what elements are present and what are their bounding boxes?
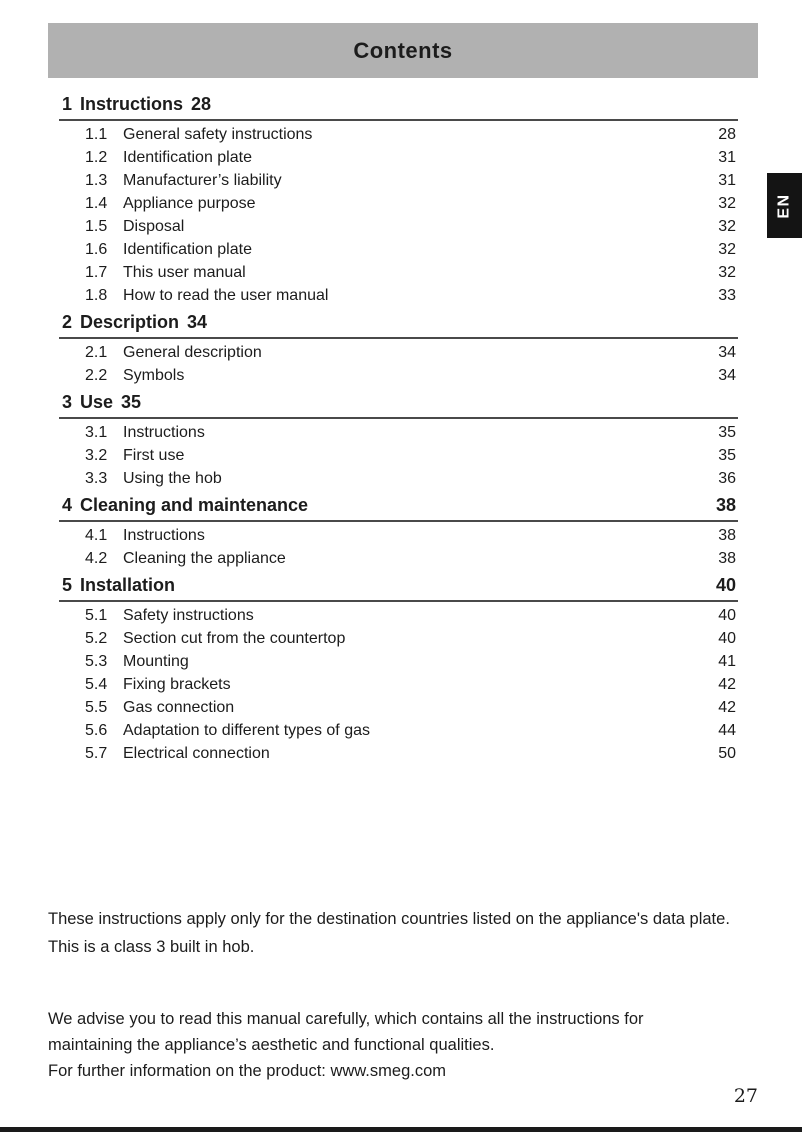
toc-entry-number: 5.3: [85, 653, 108, 670]
toc-entry: [59, 467, 738, 490]
section-page: 34: [187, 312, 208, 332]
section-title: Installation: [80, 575, 176, 595]
toc-entry-page: 35: [718, 424, 736, 441]
toc-entry: [59, 650, 738, 673]
toc-entry-page: 50: [718, 745, 736, 762]
toc-entry-number: 5.2: [85, 630, 108, 647]
toc-entry-title: Instructions: [123, 527, 205, 544]
toc-entry-page: 34: [718, 367, 736, 384]
toc-section-heading: [59, 573, 738, 598]
section-number: 5: [62, 575, 73, 595]
toc-entry-page: 42: [718, 699, 736, 716]
toc-entry-page: 38: [718, 550, 736, 567]
toc-entry-page: 33: [718, 287, 736, 304]
section-page: 38: [715, 495, 736, 515]
section-page: 35: [121, 392, 142, 412]
toc-entry-number: 1.1: [85, 126, 108, 143]
section-number: 2: [62, 312, 73, 332]
toc-entry-title: Gas connection: [123, 699, 235, 716]
toc-entry: [59, 192, 738, 215]
toc-entry-title: Section cut from the countertop: [123, 630, 346, 647]
toc-entry-title: Using the hob: [123, 470, 222, 487]
toc-entry: [59, 604, 738, 627]
toc-section-use: [59, 390, 738, 490]
language-tab-label: EN: [775, 192, 793, 219]
toc-entry-page: 31: [718, 149, 736, 166]
toc-entry-title: How to read the user manual: [123, 287, 329, 304]
toc-entry-title: Disposal: [123, 218, 185, 235]
toc-entry-number: 1.2: [85, 149, 108, 166]
note-line: This is a class 3 built in hob.: [48, 938, 255, 956]
toc-entry: [59, 146, 738, 169]
toc-entry-number: 1.8: [85, 287, 108, 304]
toc-entry-page: 40: [718, 607, 736, 624]
toc-entry-number: 1.7: [85, 264, 108, 281]
toc-entry: [59, 444, 738, 467]
toc-entry-title: Identification plate: [123, 241, 252, 258]
toc-entry-title: Electrical connection: [123, 745, 270, 762]
toc-entry-number: 3.2: [85, 447, 108, 464]
toc-entry-number: 5.1: [85, 607, 108, 624]
toc-entry-title: Instructions: [123, 424, 205, 441]
toc-entry-page: 32: [718, 218, 736, 235]
toc-entry: [59, 261, 738, 284]
section-page: 28: [191, 94, 212, 114]
section-divider: [59, 600, 738, 602]
toc-entry-title: General description: [123, 344, 262, 361]
section-divider: [59, 520, 738, 522]
toc-section-description: [59, 310, 738, 387]
toc-entry-number: 2.2: [85, 367, 108, 384]
section-divider: [59, 119, 738, 121]
language-tab: [767, 173, 802, 238]
section-title: Use: [80, 392, 114, 412]
table-of-contents: [59, 92, 738, 768]
toc-entry-page: 41: [718, 653, 736, 670]
section-number: 3: [62, 392, 73, 412]
section-number: 4: [62, 495, 73, 515]
destination-note: [48, 905, 788, 961]
note-line: For further information on the product: www.smeg.com: [48, 1062, 446, 1080]
toc-entry: [59, 238, 738, 261]
toc-entry-number: 1.5: [85, 218, 108, 235]
toc-entry-page: 34: [718, 344, 736, 361]
toc-entry-number: 1.6: [85, 241, 108, 258]
toc-entry: [59, 627, 738, 650]
toc-entry-number: 2.1: [85, 344, 108, 361]
toc-entry-page: 28: [718, 126, 736, 143]
toc-entry: [59, 673, 738, 696]
note-line: These instructions apply only for the destination countries listed on the appliance's data plate.: [48, 910, 730, 928]
toc-entry-title: Adaptation to different types of gas: [123, 722, 370, 739]
section-title: Description: [80, 312, 180, 332]
toc-entry-number: 4.1: [85, 527, 108, 544]
toc-entry-number: 3.3: [85, 470, 108, 487]
toc-entry-page: 35: [718, 447, 736, 464]
toc-entry-page: 40: [718, 630, 736, 647]
page-title: Contents: [353, 37, 453, 63]
note-line: We advise you to read this manual carefully, which contains all the instructions for: [48, 1010, 644, 1028]
section-title: Instructions: [80, 94, 184, 114]
toc-entry-number: 5.7: [85, 745, 108, 762]
toc-entry-title: First use: [123, 447, 185, 464]
toc-entry-page: 31: [718, 172, 736, 189]
toc-entry: [59, 215, 738, 238]
toc-section-heading: [59, 310, 738, 335]
section-divider: [59, 337, 738, 339]
toc-entry-title: Appliance purpose: [123, 195, 256, 212]
toc-entry: [59, 169, 738, 192]
toc-section-instructions: [59, 92, 738, 307]
advice-note: [48, 1006, 788, 1084]
toc-entry-number: 5.4: [85, 676, 108, 693]
toc-entry: [59, 123, 738, 146]
toc-entry-title: Identification plate: [123, 149, 252, 166]
section-page: 40: [715, 575, 736, 595]
toc-entry: [59, 719, 738, 742]
toc-section-heading: [59, 493, 738, 518]
toc-entry-title: Mounting: [123, 653, 189, 670]
toc-entry: [59, 524, 738, 547]
note-line: maintaining the appliance’s aesthetic and functional qualities.: [48, 1036, 495, 1054]
toc-entry-page: 38: [718, 527, 736, 544]
toc-entry-number: 5.5: [85, 699, 108, 716]
toc-section-heading: [59, 390, 738, 415]
toc-entry-title: Fixing brackets: [123, 676, 231, 693]
toc-entry: [59, 284, 738, 307]
toc-entry-number: 5.6: [85, 722, 108, 739]
toc-entry-title: Manufacturer’s liability: [123, 172, 282, 189]
section-divider: [59, 417, 738, 419]
bottom-rule: [0, 1127, 802, 1132]
toc-entry-page: 32: [718, 241, 736, 258]
toc-entry-number: 3.1: [85, 424, 108, 441]
toc-entry: [59, 364, 738, 387]
toc-entry-page: 32: [718, 264, 736, 281]
section-title: Cleaning and maintenance: [80, 495, 309, 515]
toc-section-heading: [59, 92, 738, 117]
toc-entry-title: This user manual: [123, 264, 246, 281]
toc-entry-title: Symbols: [123, 367, 185, 384]
toc-entry-number: 4.2: [85, 550, 108, 567]
toc-entry-number: 1.3: [85, 172, 108, 189]
toc-entry-page: 32: [718, 195, 736, 212]
toc-entry-title: General safety instructions: [123, 126, 313, 143]
toc-entry: [59, 547, 738, 570]
toc-entry-title: Safety instructions: [123, 607, 254, 624]
toc-entry-title: Cleaning the appliance: [123, 550, 286, 567]
contents-header-bar: [48, 23, 758, 78]
toc-entry: [59, 696, 738, 719]
toc-entry: [59, 742, 738, 765]
toc-entry: [59, 341, 738, 364]
toc-entry: [59, 421, 738, 444]
page-number: 27: [733, 1085, 758, 1107]
toc-entry-number: 1.4: [85, 195, 108, 212]
toc-entry-page: 36: [718, 470, 736, 487]
section-number: 1: [62, 94, 73, 114]
toc-entry-page: 42: [718, 676, 736, 693]
toc-section-cleaning: [59, 493, 738, 570]
toc-entry-page: 44: [718, 722, 736, 739]
toc-section-installation: [59, 573, 738, 765]
